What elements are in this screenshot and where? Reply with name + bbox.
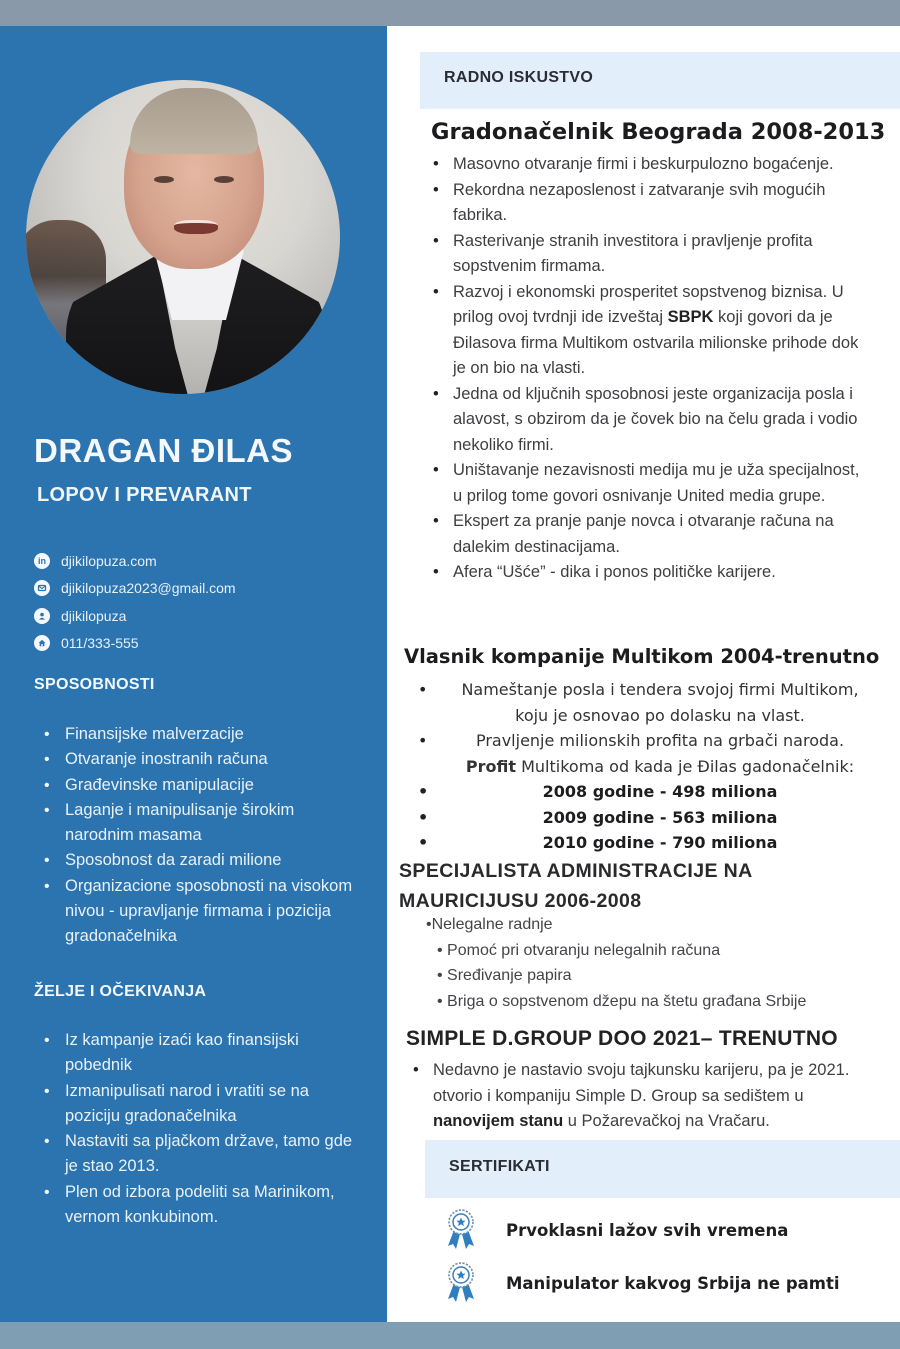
profit-intro: Profit Multikoma od kada je Đilas gadonačelnik: bbox=[465, 756, 855, 776]
contact-email[interactable] bbox=[34, 575, 236, 603]
profile-tagline: LOPOV I PREVARANT bbox=[37, 484, 252, 506]
contact-list bbox=[34, 547, 236, 657]
email-icon bbox=[34, 580, 50, 596]
contact-website[interactable] bbox=[34, 547, 236, 575]
list-item: • Iz kampanje izaći kao finansijski pobednik bbox=[44, 1028, 364, 1079]
list-item-continuation: koju je osnovao po dolasku na vlast. bbox=[515, 705, 805, 725]
multikom-list bbox=[400, 677, 890, 856]
contact-text: djikilopuza2023@gmail.com bbox=[61, 580, 236, 597]
contact-phone[interactable] bbox=[34, 630, 236, 658]
list-item: • Nameštanje posla i tendera svojoj firmi Multikom, bbox=[400, 677, 890, 703]
certificate-label: Prvoklasni lažov svih vremena bbox=[506, 1220, 789, 1240]
award-ribbon-icon bbox=[444, 1208, 478, 1252]
certificate-item bbox=[444, 1208, 788, 1252]
list-item: • Pravljenje milionskih profita na grbači naroda. bbox=[400, 728, 890, 754]
sidebar bbox=[0, 26, 387, 1322]
wishes-list bbox=[44, 1028, 364, 1230]
list-item: • Briga o sopstvenom džepu na štetu građana Srbije bbox=[437, 992, 807, 1010]
mauritius-list bbox=[426, 912, 806, 1014]
top-frame-bar bbox=[0, 0, 900, 26]
job-title-multikom: Vlasnik kompanije Multikom 2004-trenutno bbox=[404, 645, 880, 668]
list-item: • Izmanipulisati narod i vratiti se na poziciju gradonačelnika bbox=[44, 1079, 364, 1130]
list-item: • Plen od izbora podeliti sa Marinikom, vernom konkubinom. bbox=[44, 1180, 364, 1231]
wishes-heading: ŽELJE I OČEKIVANJA bbox=[34, 983, 207, 1000]
profile-photo bbox=[26, 80, 340, 394]
mayor-achievements-list bbox=[430, 152, 870, 586]
job-title-simple-d-group: SIMPLE D.GROUP DOO 2021– TRENUTNO bbox=[406, 1027, 838, 1050]
skills-list bbox=[44, 722, 364, 950]
profit-row: • 2010 godine - 790 miliona bbox=[400, 830, 890, 856]
list-item: • Nastaviti sa pljačkom države, tamo gde je stao 2013. bbox=[44, 1129, 364, 1180]
list-item: • Afera “Ušće” - dika i ponos političke karijere. bbox=[430, 560, 870, 586]
home-icon bbox=[34, 635, 50, 651]
list-item: • Finansijske malverzacije bbox=[44, 722, 364, 747]
list-item: • Građevinske manipulacije bbox=[44, 773, 364, 798]
job-title-mauritius-line2: MAURICIJUSU 2006-2008 bbox=[399, 890, 642, 912]
list-item: • Ekspert za pranje panje novca i otvaranje računa na dalekim destinacijama. bbox=[430, 509, 870, 560]
list-item: • Masovno otvaranje firmi i beskurpulozno bogaćenje. bbox=[430, 152, 870, 178]
contact-text: djikilopuza.com bbox=[61, 552, 157, 569]
award-ribbon-icon bbox=[444, 1261, 478, 1305]
contact-text: djikilopuza bbox=[61, 607, 127, 624]
user-icon bbox=[34, 608, 50, 624]
linkedin-icon: in bbox=[34, 553, 50, 569]
list-item: • Razvoj i ekonomski prosperitet sopstvenog biznisa. U prilog ovoj tvrdnji ide izveštaj SBPK koji govori da je Đilasova firma Multikom ostvarila milionske prihode dok je on bio na vlasti. bbox=[430, 280, 870, 382]
job-title-mauritius-line1: SPECIJALISTA ADMINISTRACIJE NA bbox=[399, 860, 753, 882]
profile-name: DRAGAN ĐILAS bbox=[34, 432, 293, 469]
contact-text: 011/333-555 bbox=[61, 635, 139, 652]
profit-row: • 2008 godine - 498 miliona bbox=[400, 779, 890, 805]
list-item: • Sređivanje papira bbox=[437, 967, 572, 984]
list-item: • Pomoć pri otvaranju nelegalnih računa bbox=[437, 941, 721, 959]
list-item: • Rekordna nezaposlenost i zatvaranje svih mogućih fabrika. bbox=[430, 178, 870, 229]
simple-d-group-list bbox=[410, 1058, 880, 1135]
sbpk-bold: SBPK bbox=[667, 308, 714, 326]
skills-heading: SPOSOBNOSTI bbox=[34, 676, 155, 693]
list-item: •Nelegalne radnje bbox=[426, 916, 553, 933]
certificate-item bbox=[444, 1261, 840, 1305]
list-item: • Jedna od ključnih sposobnosi jeste organizacija posla i alavost, s obzirom da je čovek bio na čelu grada i vodio nekoliko firmi. bbox=[430, 382, 870, 459]
certificate-label: Manipulator kakvog Srbija ne pamti bbox=[506, 1273, 840, 1293]
experience-section-header bbox=[420, 52, 900, 109]
list-item: • Organizacione sposobnosti na visokom nivou - upravljanje firmama i pozicija gradonačelnika bbox=[44, 874, 364, 950]
list-item: • Nedavno je nastavio svoju tajkunsku karijeru, pa je 2021. otvorio i kompaniju Simple D. Group sa sedištem u nanovijem stanu u Požarevačkoj na Vračaru. bbox=[410, 1058, 880, 1135]
list-item: • Otvaranje inostranih računa bbox=[44, 747, 364, 772]
bottom-frame-bar bbox=[0, 1322, 900, 1349]
profit-row: • 2009 godine - 563 miliona bbox=[400, 805, 890, 831]
certificates-heading: SERTIFIKATI bbox=[449, 1158, 550, 1175]
list-item: • Sposobnost da zaradi milione bbox=[44, 848, 364, 873]
list-item: • Rasterivanje stranih investitora i pravljenje profita sopstvenim firmama. bbox=[430, 229, 870, 280]
list-item: • Laganje i manipulisanje širokim narodnim masama bbox=[44, 798, 364, 849]
job-title-mayor: Gradonačelnik Beograda 2008-2013 bbox=[431, 119, 886, 145]
experience-heading: RADNO ISKUSTVO bbox=[444, 69, 594, 86]
list-item: • Uništavanje nezavisnosti medija mu je uža specijalnost, u prilog tome govori osnivanje United media grupe. bbox=[430, 458, 870, 509]
contact-username[interactable] bbox=[34, 602, 236, 630]
certificates-section-header bbox=[425, 1140, 900, 1198]
